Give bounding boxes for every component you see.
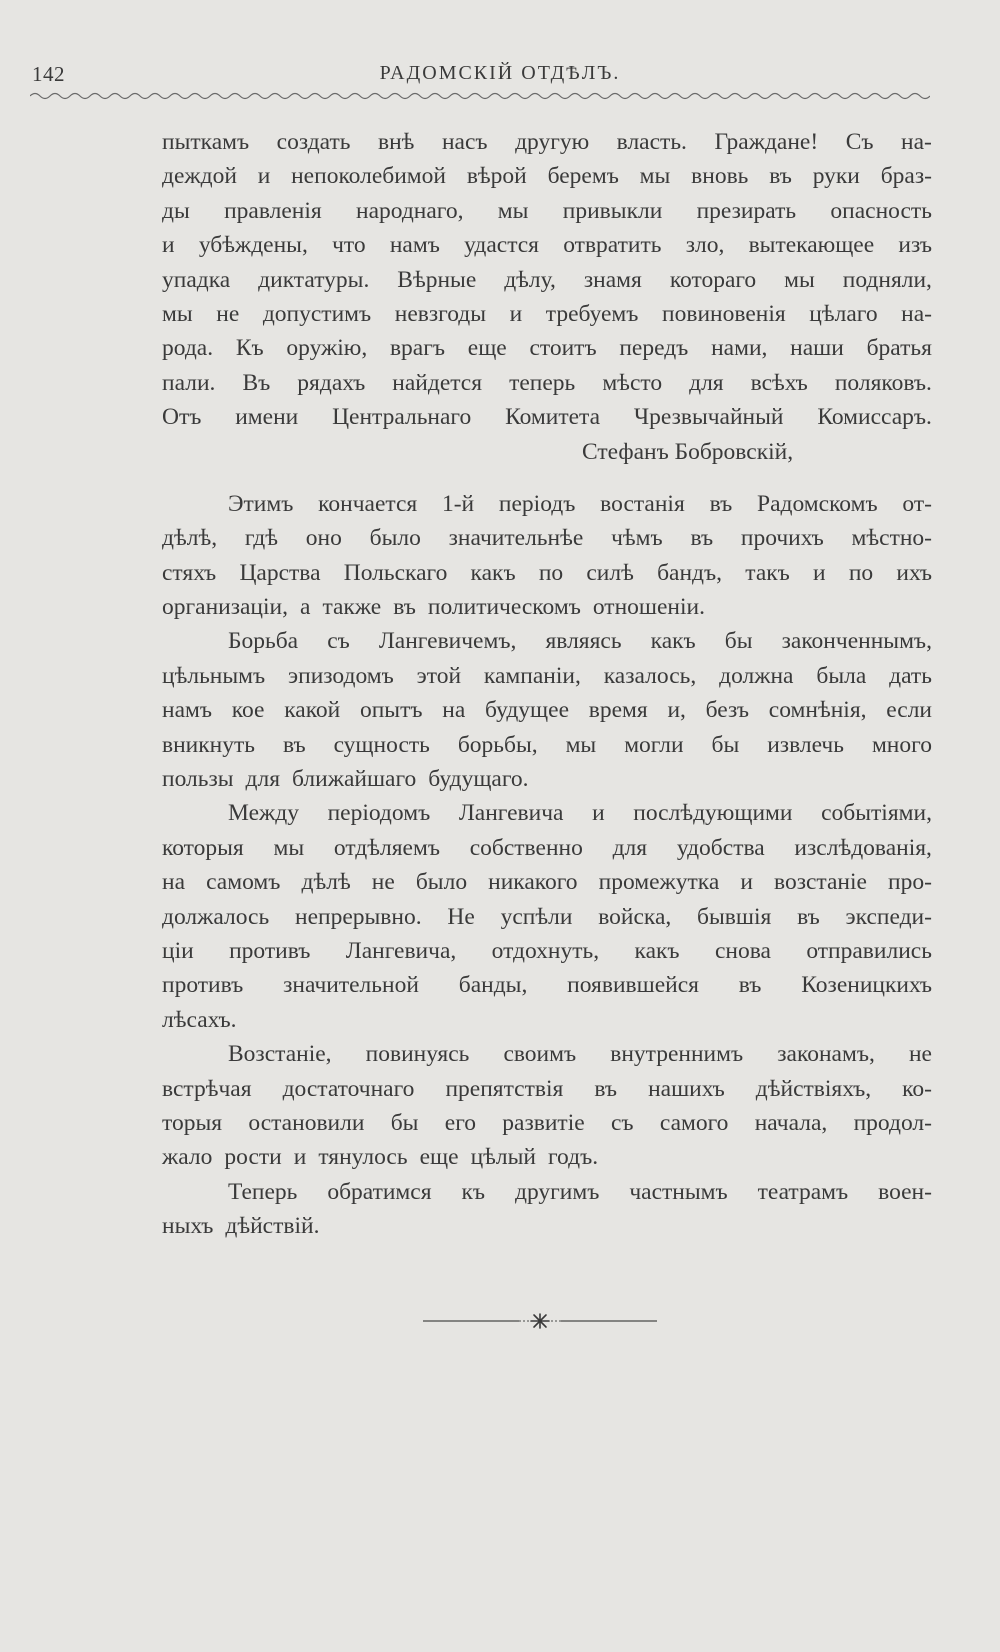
text-line: организаціи, а также въ политическомъ отношеніи. — [162, 594, 705, 621]
text-line: пользы для ближайшаго будущаго. — [162, 766, 529, 793]
signature-line: Стефанъ Бобровскій, — [582, 438, 794, 465]
text-line: Возстаніе, повинуясь своимъ внутреннимъ законамъ, не — [228, 1041, 932, 1068]
running-head: РАДОМСКІЙ ОТДѢЛЪ. — [379, 62, 621, 84]
text-line: должалось непрерывно. Не успѣли войска, бывшія въ экспеди- — [162, 903, 932, 930]
text-line: жало рости и тянулось еще цѣлый годъ. — [162, 1144, 599, 1171]
text-line: торыя остановили бы его развитіе съ самого начала, продол- — [162, 1109, 932, 1136]
text-line: на самомъ дѣлѣ не было никакого промежутка и возстаніе про- — [162, 869, 932, 896]
text-line: противъ значительной банды, появившейся въ Козеницкихъ — [162, 972, 932, 999]
text-line: упадка диктатуры. Вѣрные дѣлу, знамя котораго мы подняли, — [162, 266, 932, 293]
text-line: цѣльнымъ эпизодомъ этой кампаніи, казалось, должна была дать — [162, 662, 932, 689]
text-line: Теперь обратимся къ другимъ частнымъ театрамъ воен- — [228, 1178, 932, 1205]
text-line: пыткамъ создать внѣ насъ другую власть. Граждане! Съ на- — [162, 129, 932, 155]
text-line: дѣлѣ, гдѣ оно было значительнѣе чѣмъ въ прочихъ мѣстно- — [162, 525, 932, 552]
text-line: рода. Къ оружію, врагъ еще стоитъ передъ нами, наши братья — [162, 335, 932, 362]
text-line: вникнуть въ сущность борьбы, мы могли бы извлечь много — [162, 731, 932, 758]
text-line: лѣсахъ. — [162, 1006, 237, 1033]
wavy-rule-icon — [30, 90, 930, 102]
text-line: которыя мы отдѣляемъ собственно для удобства изслѣдованія, — [162, 834, 932, 861]
body-text — [162, 125, 932, 1244]
horizontal-rule-with-asterisk-icon — [423, 1311, 657, 1331]
text-line: стяхъ Царства Польскаго какъ по силѣ бандъ, такъ и по ихъ — [162, 559, 932, 586]
page-number: 142 — [32, 62, 65, 86]
text-line: встрѣчая достаточнаго препятствія въ нашихъ дѣйствіяхъ, ко- — [162, 1075, 932, 1102]
text-line: ныхъ дѣйствій. — [162, 1213, 320, 1240]
text-line: ціи противъ Лангевича, отдохнуть, какъ снова отправились — [162, 937, 932, 964]
paragraph-gap — [162, 469, 932, 487]
text-line: Этимъ кончается 1-й періодъ востанія въ Радомскомъ от- — [228, 490, 932, 517]
text-line: Между періодомъ Лангевича и послѣдующими событіями, — [228, 800, 932, 827]
text-line: Борьба съ Лангевичемъ, являясь какъ бы законченнымъ, — [228, 628, 932, 655]
text-line: и убѣждены, что намъ удастся отвратить зло, вытекающее изъ — [162, 232, 932, 259]
text-line: пали. Въ рядахъ найдется теперь мѣсто для всѣхъ поляковъ. — [162, 369, 932, 396]
text-line: Отъ имени Центральнаго Комитета Чрезвычайный Комиссаръ. — [162, 404, 932, 431]
text-line: намъ кое какой опытъ на будущее время и, безъ сомнѣнія, если — [162, 697, 932, 724]
text-line: ды правленія народнаго, мы привыкли презирать опасность — [162, 197, 932, 224]
text-line: мы не допустимъ невзгоды и требуемъ повиновенія цѣлаго на- — [162, 300, 932, 327]
text-line: деждой и непоколебимой вѣрой беремъ мы вновь въ руки браз- — [162, 163, 932, 190]
